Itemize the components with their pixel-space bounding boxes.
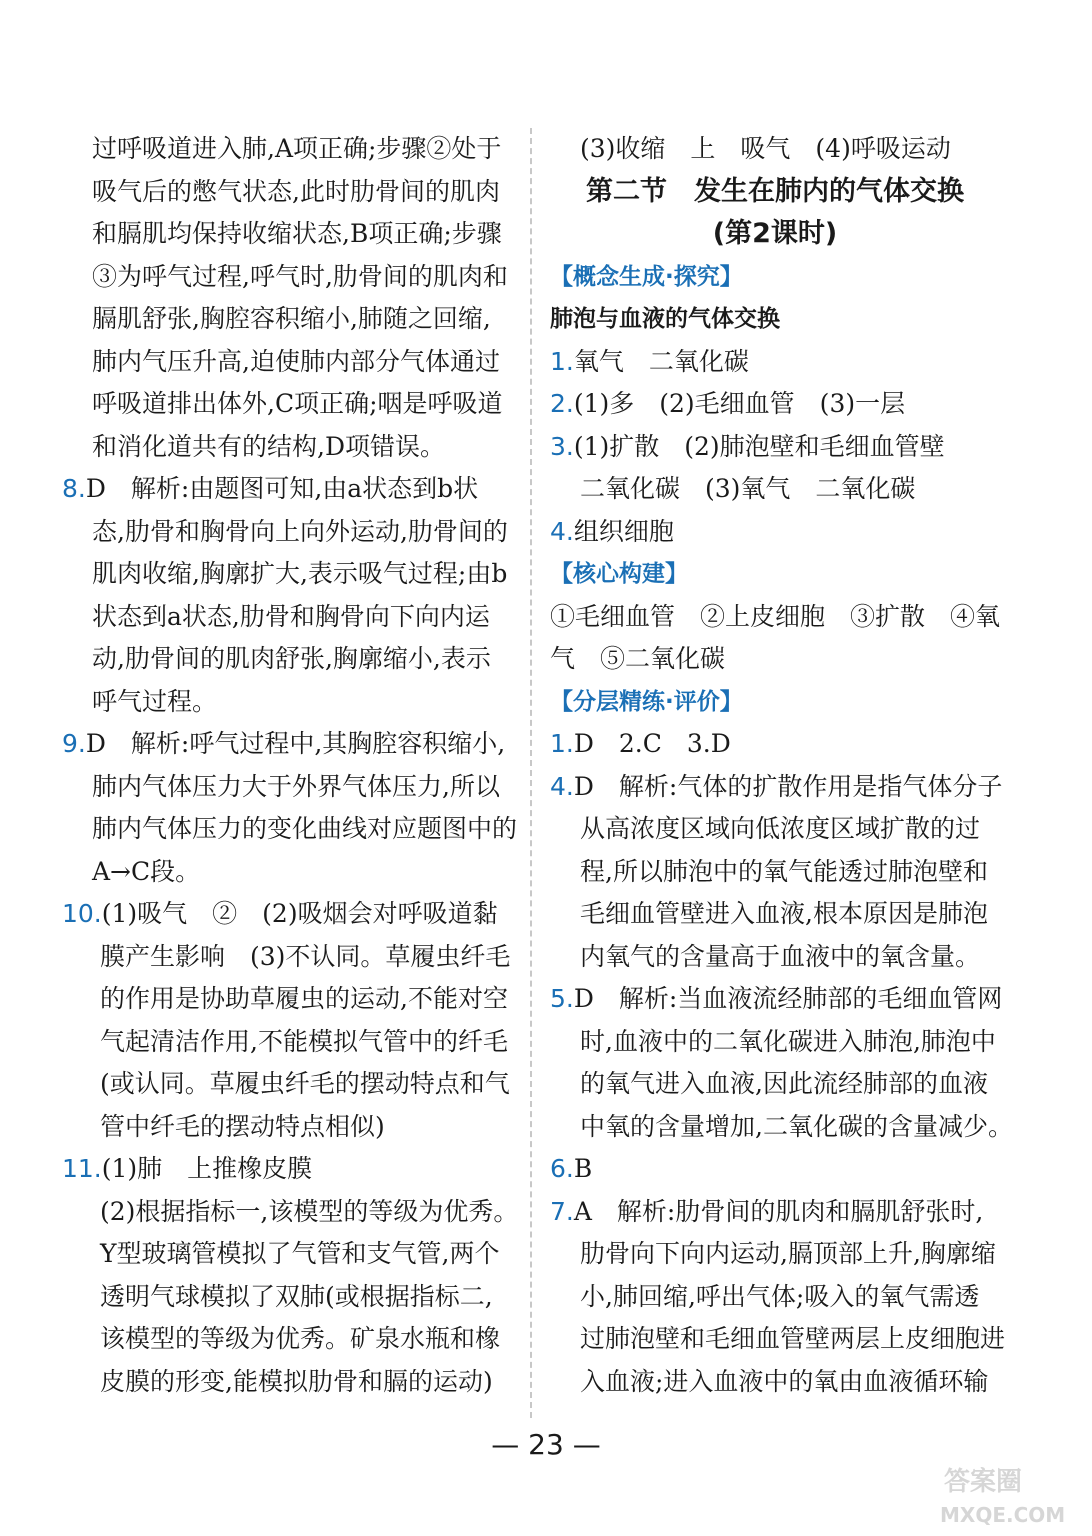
line-text: 过肺泡壁和毛细血管壁两层上皮细胞进 xyxy=(580,1324,1006,1353)
line-text: 【分层精练·评价】 xyxy=(550,688,743,715)
left-line xyxy=(62,681,514,724)
left-line xyxy=(62,851,514,894)
left-column xyxy=(62,128,519,1403)
item-number: 4. xyxy=(550,771,574,801)
line-text: 肌肉收缩,胸廓扩大,表示吸气过程;由b xyxy=(92,559,508,588)
item-number: 1. xyxy=(550,346,574,376)
right-line xyxy=(550,1233,1000,1276)
page-number: — 23 — xyxy=(491,1428,601,1461)
right-line xyxy=(550,553,1000,596)
item-number: 2. xyxy=(550,389,574,418)
line-text: 皮膜的形变,能模拟肋骨和膈的运动) xyxy=(100,1366,493,1396)
line-text: 的氧气进入血液,因此流经肺部的血液 xyxy=(580,1069,988,1098)
watermark-brand: 答案圈 xyxy=(944,1467,1023,1497)
line-text: 组织细胞 xyxy=(573,516,674,546)
left-line xyxy=(62,171,514,214)
item-number: 4. xyxy=(550,516,574,546)
line-text: 肋骨向下向内运动,膈顶部上升,胸廓缩 xyxy=(580,1239,996,1268)
line-text: 膈肌舒张,胸腔容积缩小,肺随之回缩, xyxy=(92,304,491,333)
line-text: 状态到a状态,肋骨和胸骨向下向内运 xyxy=(92,601,490,631)
right-line xyxy=(550,468,1000,511)
left-line xyxy=(62,341,514,384)
line-text: (3)收缩 上 吸气 (4)呼吸运动 xyxy=(580,134,951,163)
line-text: 和膈肌均保持收缩状态,B项正确;步骤 xyxy=(92,219,502,248)
right-line xyxy=(550,936,1000,979)
line-text: 膜产生影响 (3)不认同。草履虫纤毛 xyxy=(100,941,511,971)
line-text: 程,所以肺泡中的氧气能透过肺泡壁和 xyxy=(580,856,988,886)
line-text: 小,肺回缩,呼出气体;吸入的氧气需透 xyxy=(580,1281,980,1311)
watermark-logo xyxy=(934,1460,1084,1530)
line-text: 第二节 发生在肺内的气体交换 xyxy=(586,175,964,207)
right-line xyxy=(550,171,1000,214)
right-line xyxy=(550,808,1000,851)
right-line xyxy=(550,1191,1000,1234)
left-line xyxy=(62,1233,514,1276)
item-number: 5. xyxy=(550,984,574,1013)
line-text: Y型玻璃管模拟了气管和支气管,两个 xyxy=(100,1239,500,1268)
right-line xyxy=(550,1063,1000,1106)
left-line xyxy=(62,1318,514,1361)
line-text: 内氧气的含量高于血液中的氧含量。 xyxy=(580,941,981,971)
left-line xyxy=(62,553,514,596)
right-line xyxy=(550,341,1000,384)
right-line xyxy=(550,596,1000,639)
left-line xyxy=(62,383,514,426)
line-text: 气 ⑤二氧化碳 xyxy=(550,644,726,673)
line-text: D 解析:由题图可知,由a状态到b状 xyxy=(85,474,479,503)
right-line xyxy=(550,893,1000,936)
right-line xyxy=(550,1148,1000,1191)
left-line xyxy=(62,256,514,299)
item-number: 11. xyxy=(62,1154,102,1183)
line-text: 肺内气体压力大于外界气体压力,所以 xyxy=(92,771,500,801)
line-text: 吸气后的憋气状态,此时肋骨间的肌肉 xyxy=(92,176,500,206)
left-line xyxy=(62,426,514,469)
line-text: 动,肋骨间的肌肉舒张,胸廓缩小,表示 xyxy=(92,644,491,673)
left-line xyxy=(62,1361,514,1404)
left-line xyxy=(62,893,514,936)
item-number: 10. xyxy=(62,899,102,928)
left-line xyxy=(62,936,514,979)
right-line xyxy=(550,1106,1013,1149)
right-line xyxy=(550,256,1000,299)
left-line xyxy=(62,723,514,766)
line-text: 二氧化碳 (3)氧气 二氧化碳 xyxy=(580,474,916,503)
right-line xyxy=(550,766,1003,809)
line-text: 气起清洁作用,不能模拟气管中的纤毛 xyxy=(100,1026,508,1056)
line-text: ③为呼气过程,呼气时,肋骨间的肌肉和 xyxy=(92,261,508,291)
left-line xyxy=(62,978,514,1021)
line-text: (第2课时) xyxy=(712,218,838,249)
right-line xyxy=(550,1361,1000,1404)
line-text: 【核心构建】 xyxy=(550,561,688,587)
line-text: 呼气过程。 xyxy=(92,686,218,716)
item-number: 7. xyxy=(550,1196,574,1226)
right-line xyxy=(550,213,1000,256)
line-text: 该模型的等级为优秀。矿泉水瓶和橡 xyxy=(100,1324,501,1353)
left-line xyxy=(62,638,514,681)
line-text: 肺内气压升高,迫使肺内部分气体通过 xyxy=(92,346,500,376)
line-text: 态,肋骨和胸骨向上向外运动,肋骨间的 xyxy=(92,516,508,546)
left-line xyxy=(62,298,514,341)
line-text: 呼吸道排出体外,C项正确;咽是呼吸道 xyxy=(92,389,503,418)
item-number: 6. xyxy=(550,1154,574,1183)
right-line xyxy=(550,851,1000,894)
left-line xyxy=(62,808,518,851)
line-text: 中氧的含量增加,二氧化碳的含量减少。 xyxy=(580,1111,1013,1141)
right-line xyxy=(550,978,1003,1021)
right-line xyxy=(550,1318,1006,1361)
right-line xyxy=(550,426,1000,469)
line-text: (1)吸气 ② (2)吸烟会对呼吸道黏 xyxy=(101,899,498,928)
line-text: 和消化道共有的结构,D项错误。 xyxy=(92,431,445,461)
right-column xyxy=(550,128,1013,1403)
right-line xyxy=(550,1276,1000,1319)
line-text: D 解析:呼气过程中,其胸腔容积缩小, xyxy=(85,729,506,758)
right-line xyxy=(550,298,1000,341)
column-divider xyxy=(530,128,532,1418)
left-line xyxy=(62,596,514,639)
line-text: 管中纤毛的摆动特点相似) xyxy=(100,1111,385,1141)
line-text: 过呼吸道进入肺,A项正确;步骤②处于 xyxy=(92,134,502,163)
right-line xyxy=(550,128,1000,171)
watermark-site: MXQE.COM xyxy=(940,1503,1066,1527)
left-line xyxy=(62,1106,514,1149)
line-text: (2)根据指标一,该模型的等级为优秀。 xyxy=(100,1196,519,1226)
item-number: 1. xyxy=(550,729,574,758)
right-line xyxy=(550,681,1000,724)
left-line xyxy=(62,1063,514,1106)
line-text: (1)多 (2)毛细血管 (3)一层 xyxy=(573,389,906,418)
right-line xyxy=(550,511,1000,554)
left-line xyxy=(62,511,514,554)
line-text: 入血液;进入血液中的氧由血液循环输 xyxy=(580,1366,989,1396)
right-line xyxy=(550,383,1000,426)
left-line xyxy=(62,128,514,171)
line-text: D 解析:当血液流经肺部的毛细血管网 xyxy=(573,984,1003,1013)
line-text: D 2.C 3.D xyxy=(573,729,731,758)
line-text: A 解析:肋骨间的肌肉和膈肌舒张时, xyxy=(573,1196,984,1226)
item-number: 9. xyxy=(62,729,86,758)
line-text: 透明气球模拟了双肺(或根据指标二, xyxy=(100,1281,493,1311)
line-text: 【概念生成·探究】 xyxy=(550,263,743,290)
line-text: 时,血液中的二氧化碳进入肺泡,肺泡中 xyxy=(580,1026,996,1056)
right-line xyxy=(550,1021,1000,1064)
line-text: 毛细血管壁进入血液,根本原因是肺泡 xyxy=(580,899,988,928)
left-line xyxy=(62,1021,514,1064)
line-text: 的作用是协助草履虫的运动,不能对空 xyxy=(100,984,508,1013)
line-text: ①毛细血管 ②上皮细胞 ③扩散 ④氧 xyxy=(550,601,1001,631)
line-text: A→C段。 xyxy=(92,856,201,886)
line-text: B xyxy=(573,1154,593,1183)
line-text: D 解析:气体的扩散作用是指气体分子 xyxy=(573,771,1003,801)
line-text: 肺泡与血液的气体交换 xyxy=(550,306,780,332)
line-text: 氧气 二氧化碳 xyxy=(573,346,749,376)
line-text: 肺内气体压力的变化曲线对应题图中的 xyxy=(92,814,518,843)
left-line xyxy=(62,213,514,256)
left-line xyxy=(62,1191,519,1234)
right-line xyxy=(550,723,1000,766)
left-line xyxy=(62,1148,514,1191)
line-text: (或认同。草履虫纤毛的摆动特点和气 xyxy=(100,1069,510,1098)
right-line xyxy=(550,638,1000,681)
left-line xyxy=(62,1276,514,1319)
item-number: 8. xyxy=(62,474,86,503)
line-text: (1)肺 上推橡皮膜 xyxy=(101,1154,313,1183)
left-line xyxy=(62,468,514,511)
left-line xyxy=(62,766,514,809)
line-text: (1)扩散 (2)肺泡壁和毛细血管壁 xyxy=(573,431,945,461)
item-number: 3. xyxy=(550,431,574,461)
line-text: 从高浓度区域向低浓度区域扩散的过 xyxy=(580,814,981,843)
